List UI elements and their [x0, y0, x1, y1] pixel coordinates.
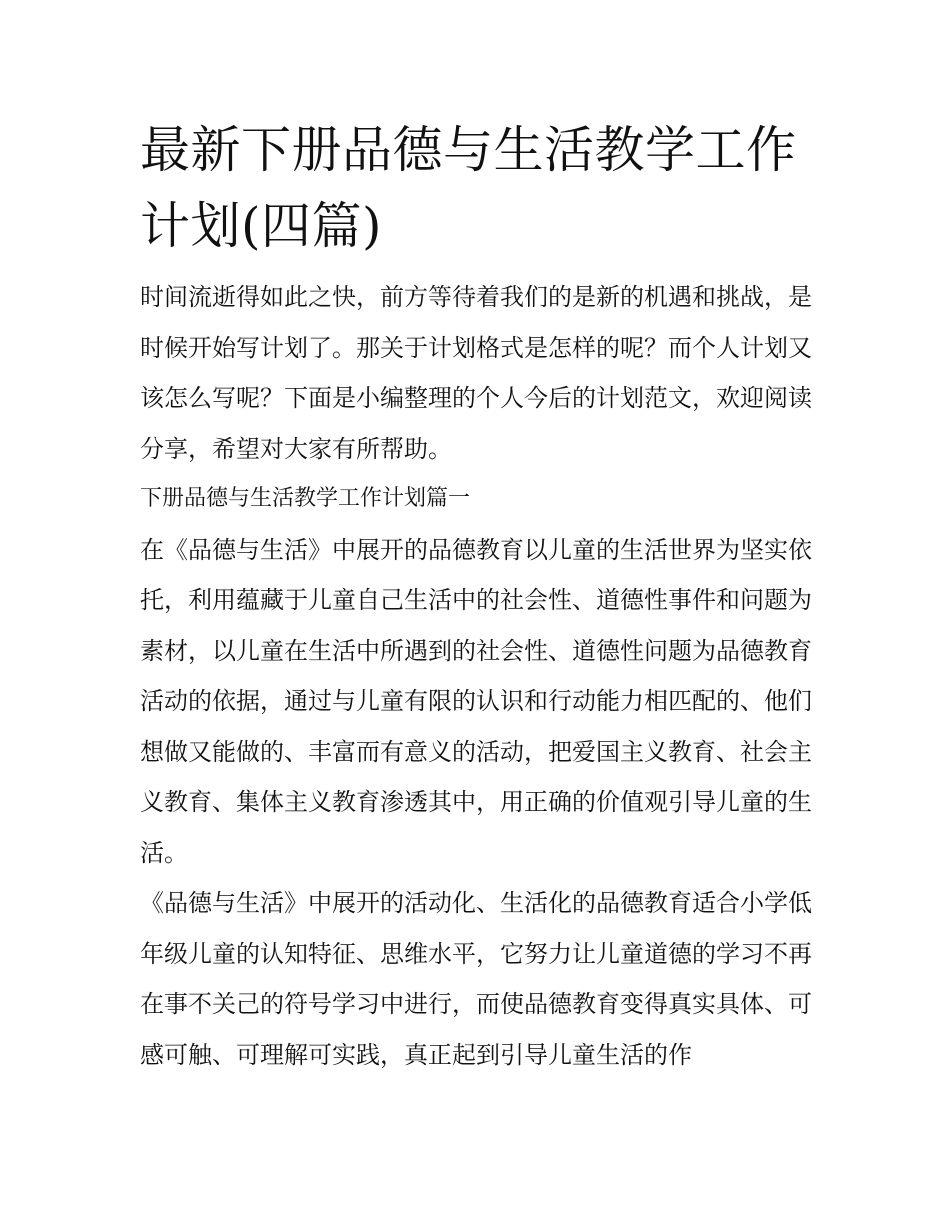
intro-paragraph: 时间流逝得如此之快，前方等待着我们的是新的机遇和挑战，是时候开始写计划了。那关于计划格式是怎样的呢？而个人计划又该怎么写呢？下面是小编整理的个人今后的计划范文，欢迎阅读分享，希望对大家有所帮助。 — [140, 283, 812, 463]
document-title: 最新下册品德与生活教学工作计划(四篇) — [140, 121, 797, 255]
body-paragraph-1: 在《品德与生活》中展开的品德教育以儿童的生活世界为坚实依托，利用蕴藏于儿童自己生活中的社会性、道德性事件和问题为素材，以儿童在生活中所遇到的社会性、道德性问题为品德教育活动的依据，通过与儿童有限的认识和行动能力相匹配的、他们想做又能做的、丰富而有意义的活动，把爱国主义教育、社会主义教育、集体主义教育渗透其中，用正确的价值观引导儿童的生活。 — [140, 535, 812, 867]
document-body — [140, 112, 815, 1080]
section-heading: 下册品德与生活教学工作计划篇一 — [140, 486, 471, 511]
body-paragraph-2: 《品德与生活》中展开的活动化、生活化的品德教育适合小学低年级儿童的认知特征、思维水平，它努力让儿童道德的学习不再在事不关己的符号学习中进行，而使品德教育变得真实具体、可感可触、可理解可实践，真正起到引导儿童生活的作 — [140, 889, 812, 1069]
